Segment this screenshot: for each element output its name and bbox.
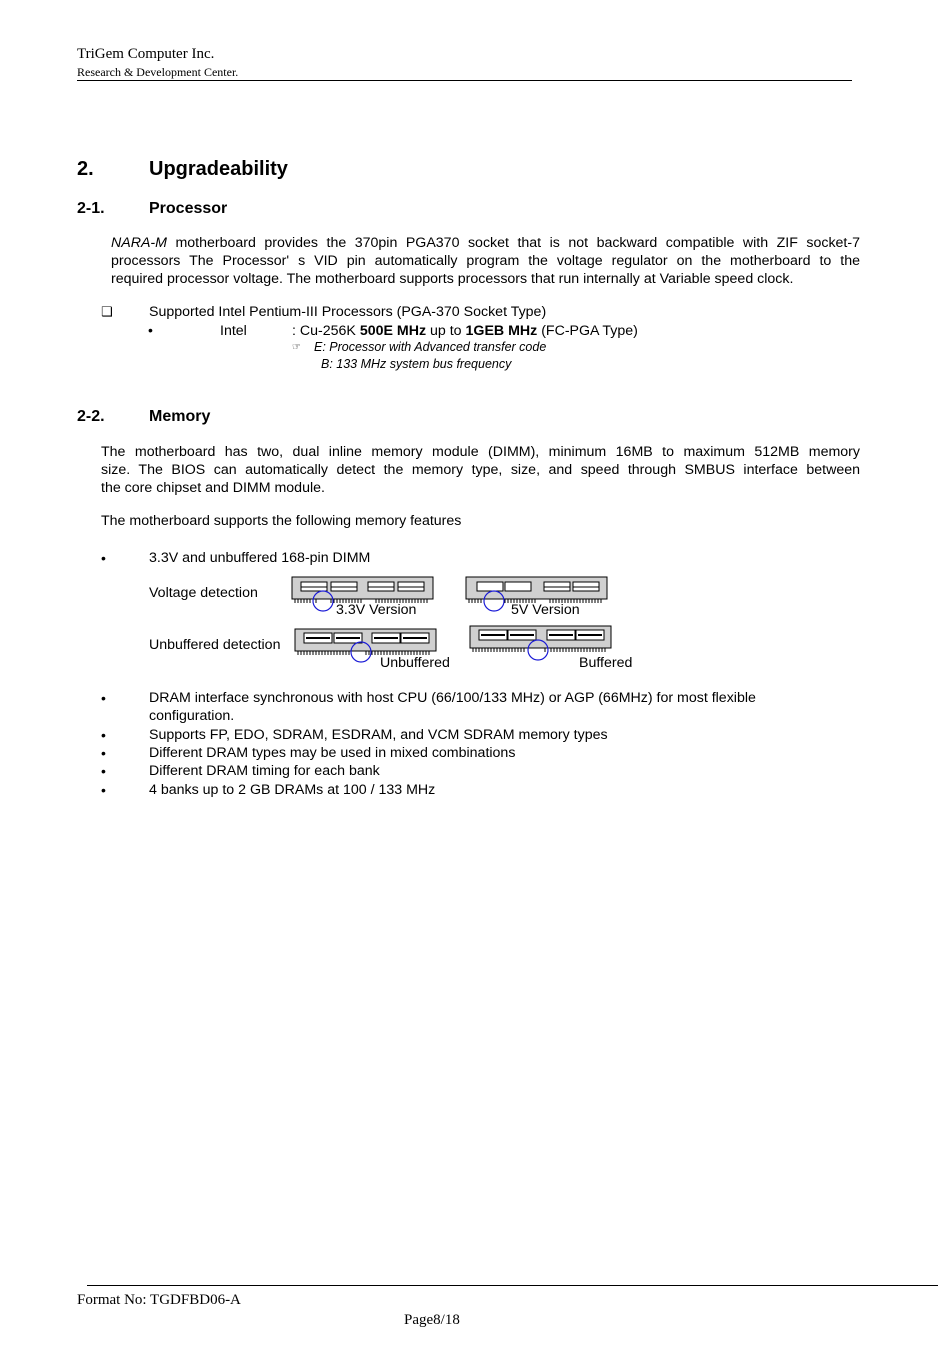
header-department: Research & Development Center.: [77, 65, 239, 79]
bullet-icon: •: [101, 550, 106, 566]
cpu-min-speed: 500E MHz: [359, 323, 427, 339]
cpu-spec: : Cu-256K 500E MHz up to 1GEB MHz (FC-PGA Type): [292, 323, 638, 339]
feature-item: Different DRAM types may be used in mixed combinations: [149, 745, 516, 761]
bullet-icon: •: [101, 782, 106, 798]
bullet-icon: •: [101, 690, 106, 706]
checkbox-bullet-icon: ❑: [101, 304, 113, 319]
board-name: NARA-M: [111, 235, 167, 251]
memory-features-intro: The motherboard supports the following memory features: [101, 513, 462, 529]
memory-para-line-1: The motherboard has two, dual inline memory module (DIMM), minimum 16MB to maximum 512MB memory: [101, 444, 860, 460]
voltage-detection-label: Voltage detection: [149, 585, 258, 601]
cpu-vendor: Intel: [220, 323, 247, 339]
unbuffered-label: Unbuffered: [380, 655, 450, 671]
feature-item: Different DRAM timing for each bank: [149, 763, 380, 779]
pointing-hand-icon: ☞: [292, 342, 301, 353]
note-b: B: 133 MHz system bus frequency: [321, 357, 512, 371]
feature-item-continued: configuration.: [149, 708, 235, 724]
feature-item: Supports FP, EDO, SDRAM, ESDRAM, and VCM SDRAM memory types: [149, 727, 608, 743]
feature-item: 4 banks up to 2 GB DRAMs at 100 / 133 MHz: [149, 782, 436, 798]
section-title: Upgradeability: [149, 158, 288, 180]
processor-paragraph: [111, 234, 860, 288]
subsection-memory-number: 2-2.: [77, 408, 105, 425]
feature-item: DRAM interface synchronous with host CPU (66/100/133 MHz) or AGP (66MHz) for most flexible: [149, 690, 756, 706]
memory-para-line-2: size. The BIOS can automatically detect the memory type, size, and speed through SMBUS interface between: [101, 462, 860, 478]
footer-page-number: Page8/18: [404, 1312, 460, 1328]
buffered-label: Buffered: [579, 655, 633, 671]
bullet-icon: •: [101, 763, 106, 779]
memory-paragraph: [101, 443, 860, 497]
note-e: E: Processor with Advanced transfer code: [314, 340, 547, 354]
processor-para-line-2: processors The Processor' s VID pin automatically program the voltage regulator on the motherboard to the: [111, 253, 860, 269]
header-rule: [77, 80, 852, 81]
processor-para-line-3: required processor voltage. The motherboard supports processors that run internally at Variable speed clock.: [111, 271, 794, 287]
subsection-processor-number: 2-1.: [77, 200, 105, 217]
bullet-icon: •: [101, 727, 106, 743]
footer-rule: [87, 1285, 938, 1286]
bullet-icon: •: [101, 745, 106, 761]
unbuffered-detection-label: Unbuffered detection: [149, 637, 281, 653]
cpu-max-speed: 1GEB MHz: [465, 323, 538, 339]
footer-format-number: Format No: TGDFBD06-A: [77, 1292, 241, 1308]
header-company: TriGem Computer Inc.: [77, 46, 215, 62]
v5-version-label: 5V Version: [511, 602, 580, 618]
section-number: 2.: [77, 158, 94, 180]
bullet-icon: •: [148, 322, 153, 338]
feature-dimm: 3.3V and unbuffered 168-pin DIMM: [149, 550, 371, 566]
subsection-memory-title: Memory: [149, 408, 211, 425]
v33-version-label: 3.3V Version: [336, 602, 417, 618]
supported-processors-label: Supported Intel Pentium-III Processors (PGA-370 Socket Type): [149, 304, 547, 320]
memory-para-line-3: the core chipset and DIMM module.: [101, 480, 325, 496]
processor-para-line-1: NARA-M motherboard provides the 370pin PGA370 socket that is not backward compatible with ZIF socket-7: [111, 235, 860, 251]
subsection-processor-title: Processor: [149, 200, 228, 217]
